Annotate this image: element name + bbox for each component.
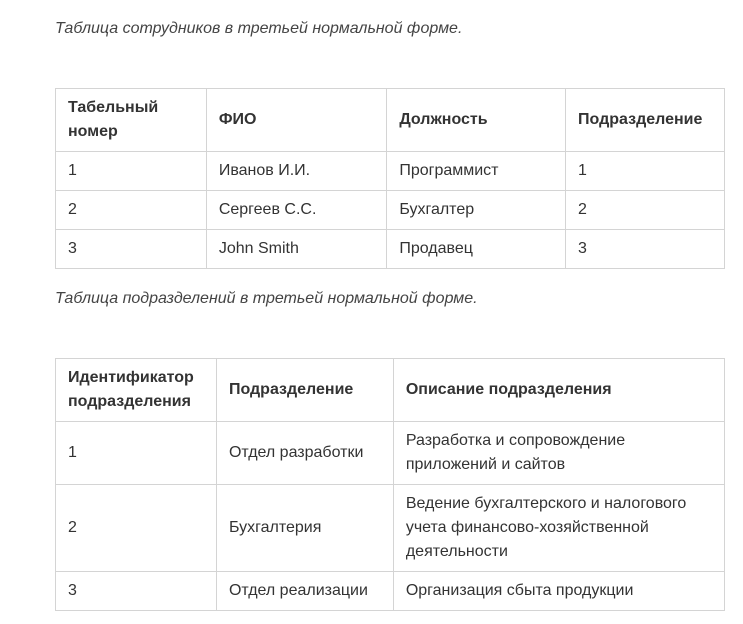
- table-row: [56, 422, 725, 485]
- column-header-position: Должность: [387, 89, 566, 152]
- table-cell: Программист: [387, 152, 566, 191]
- table-row: [56, 152, 725, 191]
- table-row: [56, 485, 725, 572]
- table-cell: 2: [56, 485, 217, 572]
- table-cell: 1: [566, 152, 725, 191]
- table-cell: 1: [56, 422, 217, 485]
- table-row: [56, 191, 725, 230]
- column-header-department: Подразделение: [216, 359, 393, 422]
- table-cell: Ведение бухгалтерского и налогового учета финансово-хозяйственной деятельности: [393, 485, 724, 572]
- table-cell: Организация сбыта продукции: [393, 572, 724, 611]
- table-cell: 2: [566, 191, 725, 230]
- table-header-row: [56, 359, 725, 422]
- column-header-personnel-number: Табельный номер: [56, 89, 207, 152]
- table-row: [56, 572, 725, 611]
- table-cell: 3: [56, 230, 207, 269]
- table-cell: 3: [566, 230, 725, 269]
- table-cell: Отдел разработки: [216, 422, 393, 485]
- column-header-department-description: Описание подразделения: [393, 359, 724, 422]
- table-cell: Иванов И.И.: [206, 152, 387, 191]
- table-cell: 1: [56, 152, 207, 191]
- column-header-department-id: Идентификатор подразделения: [56, 359, 217, 422]
- table-cell: Сергеев С.С.: [206, 191, 387, 230]
- table-cell: Разработка и сопровождение приложений и сайтов: [393, 422, 724, 485]
- table-cell: John Smith: [206, 230, 387, 269]
- departments-table-caption: Таблица подразделений в третьей нормальной форме.: [55, 290, 478, 307]
- employees-table: [55, 88, 725, 269]
- table-cell: 3: [56, 572, 217, 611]
- table-header-row: [56, 89, 725, 152]
- table-cell: Отдел реализации: [216, 572, 393, 611]
- departments-table: [55, 358, 725, 611]
- column-header-full-name: ФИО: [206, 89, 387, 152]
- table-row: [56, 230, 725, 269]
- table-cell: Бухгалтерия: [216, 485, 393, 572]
- table-cell: Продавец: [387, 230, 566, 269]
- table-cell: Бухгалтер: [387, 191, 566, 230]
- column-header-department: Подразделение: [566, 89, 725, 152]
- table-cell: 2: [56, 191, 207, 230]
- employees-table-caption: Таблица сотрудников в третьей нормальной форме.: [55, 20, 463, 37]
